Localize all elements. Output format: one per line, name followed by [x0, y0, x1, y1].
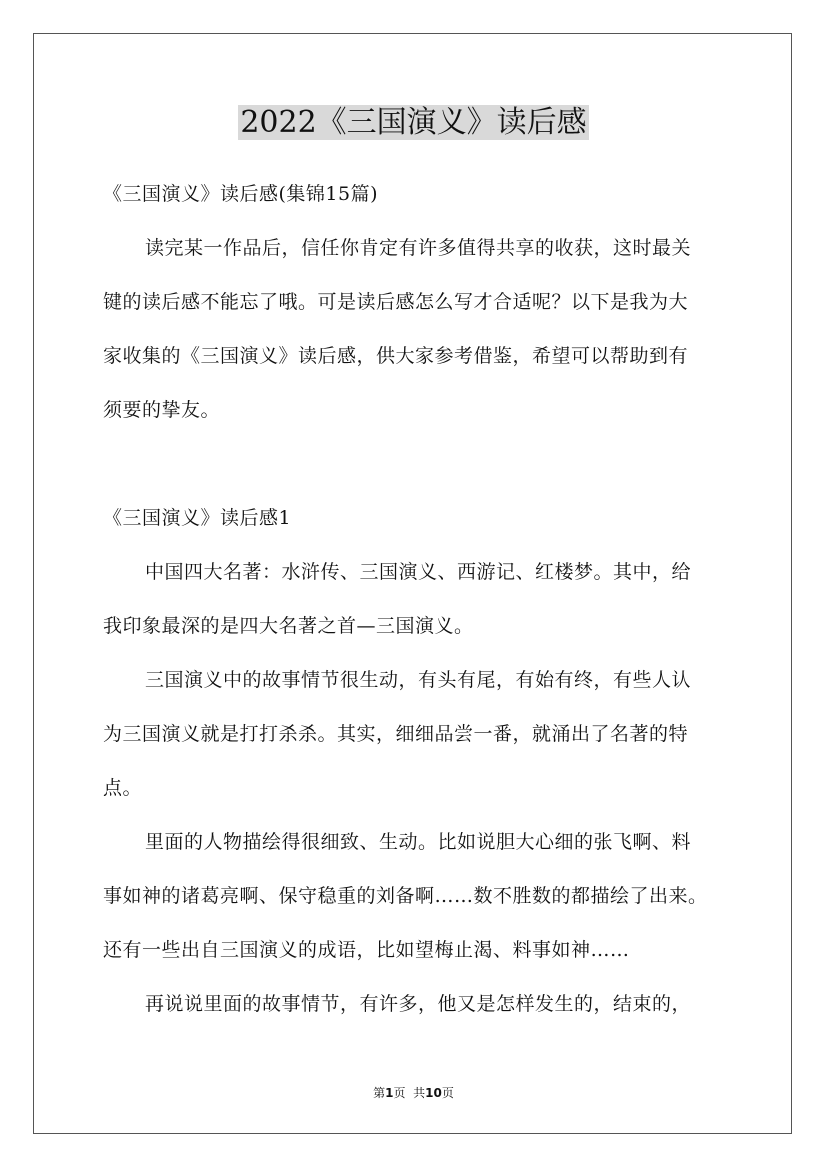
intro-line-3: 家收集的《三国演义》读后感，供大家参考借鉴，希望可以帮助到有 [103, 345, 689, 367]
body-line-3: 三国演义中的故事情节很生动，有头有尾，有始有终，有些人认 [145, 669, 692, 691]
body-line-2: 我印象最深的是四大名著之首—三国演义。 [103, 615, 474, 637]
body-line-7: 事如神的诸葛亮啊、保守稳重的刘备啊……数不胜数的都描绘了出来。 [103, 885, 708, 907]
intro-line-1: 读完某一作品后，信任你肯定有许多值得共享的收获，这时最关 [145, 237, 692, 259]
footer-page-current: 1 [385, 1086, 394, 1100]
body-line-4: 为三国演义就是打打杀杀。其实，细细品尝一番，就涌出了名著的特 [103, 723, 689, 745]
intro-line-2: 键的读后感不能忘了哦。可是读后感怎么写才合适呢？以下是我为大 [103, 291, 689, 313]
footer-page-prefix: 第 [373, 1086, 386, 1100]
body-line-8: 还有一些出自三国演义的成语，比如望梅止渴、料事如神…… [103, 939, 630, 961]
body-line-1: 中国四大名著：水浒传、三国演义、西游记、红楼梦。其中，给 [145, 561, 692, 583]
document-title [0, 103, 827, 143]
document-title-text: 2022《三国演义》读后感 [240, 105, 587, 140]
page-footer [0, 1085, 827, 1101]
body-line-6: 里面的人物描绘得很细致、生动。比如说胆大心细的张飞啊、料 [145, 831, 692, 853]
footer-page-mid: 页 共 [393, 1086, 426, 1100]
intro-line-4: 须要的挚友。 [103, 399, 221, 421]
footer-page-total: 10 [425, 1086, 442, 1100]
body-line-9: 再说说里面的故事情节，有许多，他又是怎样发生的，结束的， [145, 993, 692, 1015]
body-line-5: 点。 [103, 777, 143, 799]
document-subtitle: 《三国演义》读后感(集锦15篇) [103, 183, 379, 205]
footer-page-suffix: 页 [441, 1086, 454, 1100]
section-heading: 《三国演义》读后感1 [103, 507, 292, 529]
